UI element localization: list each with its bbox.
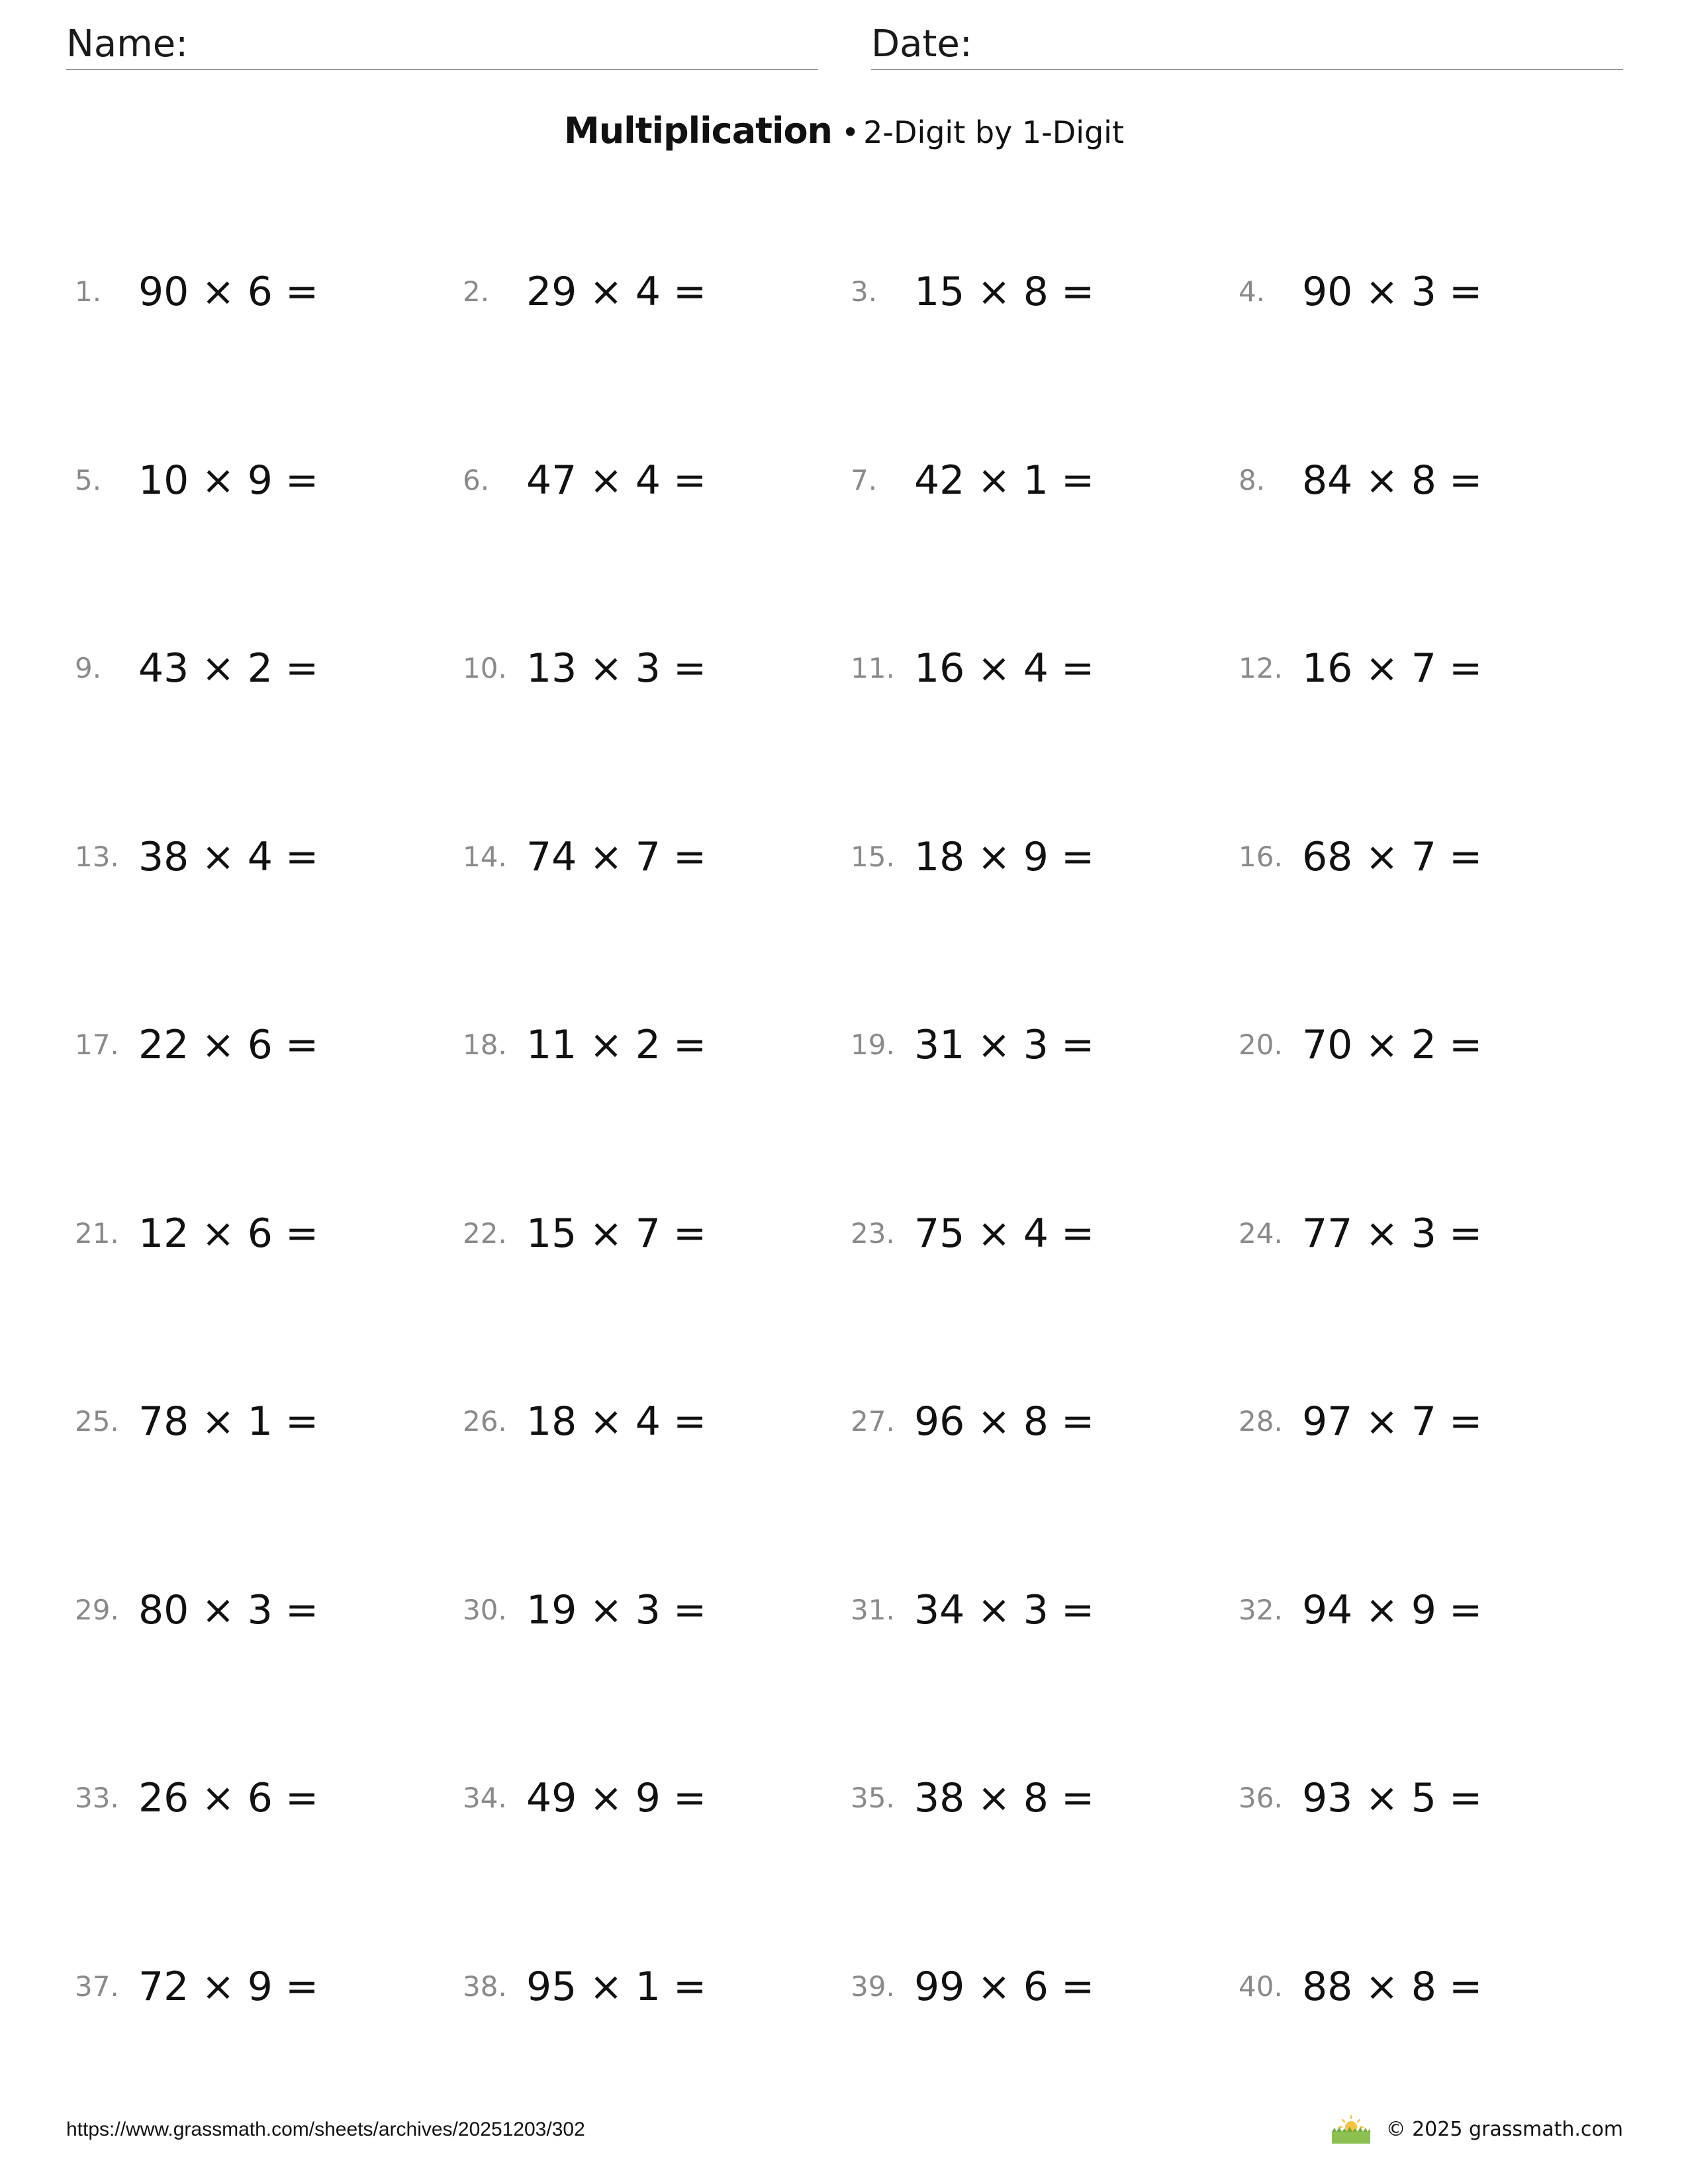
- problem-number: 28.: [1239, 1405, 1283, 1437]
- name-label: Name:: [66, 23, 189, 66]
- problem-expression: 15 × 7 =: [526, 1210, 707, 1257]
- problem-expression: 84 × 8 =: [1302, 457, 1483, 504]
- problem-expression: 19 × 3 =: [526, 1587, 707, 1633]
- problem-expression: 12 × 6 =: [138, 1210, 319, 1257]
- problem-number: 14.: [463, 841, 507, 873]
- problem-expression: 96 × 8 =: [914, 1398, 1095, 1445]
- problem-number: 6.: [463, 464, 490, 496]
- problem-number: 33.: [75, 1782, 119, 1814]
- footer-url: https://www.grassmath.com/sheets/archives/20251203/302: [66, 2118, 585, 2140]
- problem-expression: 47 × 4 =: [526, 457, 707, 504]
- problem-number: 24.: [1239, 1217, 1283, 1250]
- problem-number: 29.: [75, 1594, 119, 1626]
- problem-number: 4.: [1239, 275, 1266, 308]
- title-main: Multiplication: [564, 110, 833, 152]
- problem-expression: 13 × 3 =: [526, 645, 707, 692]
- problem-number: 1.: [75, 275, 102, 308]
- problem-expression: 11 × 2 =: [526, 1022, 707, 1068]
- problem-expression: 94 × 9 =: [1302, 1587, 1483, 1633]
- problem-number: 27.: [851, 1405, 895, 1437]
- problem-number: 11.: [851, 652, 895, 684]
- problem-expression: 38 × 4 =: [138, 834, 319, 880]
- problem-number: 25.: [75, 1405, 119, 1437]
- problem-number: 34.: [463, 1782, 507, 1814]
- problem-expression: 22 × 6 =: [138, 1022, 319, 1068]
- problem-number: 32.: [1239, 1594, 1283, 1626]
- footer-branding: [1329, 2111, 1623, 2148]
- problem-number: 30.: [463, 1594, 507, 1626]
- problem-expression: 88 × 8 =: [1302, 1964, 1483, 2010]
- problem-number: 9.: [75, 652, 102, 684]
- grass-sun-logo-icon: [1329, 2115, 1373, 2145]
- problem-expression: 97 × 7 =: [1302, 1398, 1483, 1445]
- problem-expression: 70 × 2 =: [1302, 1022, 1483, 1068]
- problem-expression: 31 × 3 =: [914, 1022, 1095, 1068]
- problem-expression: 68 × 7 =: [1302, 834, 1483, 880]
- problem-expression: 15 × 8 =: [914, 269, 1095, 315]
- problem-expression: 38 × 8 =: [914, 1775, 1095, 1821]
- problem-number: 20.: [1239, 1028, 1283, 1061]
- problem-number: 38.: [463, 1970, 507, 2003]
- problem-expression: 74 × 7 =: [526, 834, 707, 880]
- problem-number: 31.: [851, 1594, 895, 1626]
- problem-number: 2.: [463, 275, 490, 308]
- problem-number: 5.: [75, 464, 102, 496]
- problem-expression: 93 × 5 =: [1302, 1775, 1483, 1821]
- problem-expression: 26 × 6 =: [138, 1775, 319, 1821]
- problem-number: 40.: [1239, 1970, 1283, 2003]
- problem-number: 39.: [851, 1970, 895, 2003]
- problem-expression: 90 × 3 =: [1302, 269, 1483, 315]
- problem-number: 7.: [851, 464, 878, 496]
- problem-expression: 42 × 1 =: [914, 457, 1095, 504]
- problem-number: 3.: [851, 275, 878, 308]
- problem-expression: 43 × 2 =: [138, 645, 319, 692]
- problem-number: 12.: [1239, 652, 1283, 684]
- problem-expression: 75 × 4 =: [914, 1210, 1095, 1257]
- problem-expression: 80 × 3 =: [138, 1587, 319, 1633]
- footer-copyright: © 2025 grassmath.com: [1385, 2118, 1623, 2141]
- date-label: Date:: [871, 23, 972, 66]
- title-subtitle: 2-Digit by 1-Digit: [863, 114, 1124, 150]
- problem-expression: 18 × 9 =: [914, 834, 1095, 880]
- problem-expression: 90 × 6 =: [138, 269, 319, 315]
- problem-expression: 95 × 1 =: [526, 1964, 707, 2010]
- problem-number: 16.: [1239, 841, 1283, 873]
- problem-expression: 34 × 3 =: [914, 1587, 1095, 1633]
- problem-number: 36.: [1239, 1782, 1283, 1814]
- problem-number: 21.: [75, 1217, 119, 1250]
- problem-number: 17.: [75, 1028, 119, 1061]
- problem-expression: 18 × 4 =: [526, 1398, 707, 1445]
- problem-number: 23.: [851, 1217, 895, 1250]
- problem-number: 19.: [851, 1028, 895, 1061]
- problem-number: 22.: [463, 1217, 507, 1250]
- problem-number: 18.: [463, 1028, 507, 1061]
- problem-expression: 16 × 7 =: [1302, 645, 1483, 692]
- problem-expression: 77 × 3 =: [1302, 1210, 1483, 1257]
- problem-number: 15.: [851, 841, 895, 873]
- problem-number: 37.: [75, 1970, 119, 2003]
- problem-number: 26.: [463, 1405, 507, 1437]
- problem-expression: 99 × 6 =: [914, 1964, 1095, 2010]
- problem-expression: 72 × 9 =: [138, 1964, 319, 2010]
- problem-expression: 29 × 4 =: [526, 269, 707, 315]
- problem-number: 8.: [1239, 464, 1266, 496]
- problem-expression: 10 × 9 =: [138, 457, 319, 504]
- problem-number: 35.: [851, 1782, 895, 1814]
- problem-number: 13.: [75, 841, 119, 873]
- problem-expression: 78 × 1 =: [138, 1398, 319, 1445]
- problem-expression: 49 × 9 =: [526, 1775, 707, 1821]
- problem-expression: 16 × 4 =: [914, 645, 1095, 692]
- problem-number: 10.: [463, 652, 507, 684]
- title-separator: •: [841, 114, 860, 150]
